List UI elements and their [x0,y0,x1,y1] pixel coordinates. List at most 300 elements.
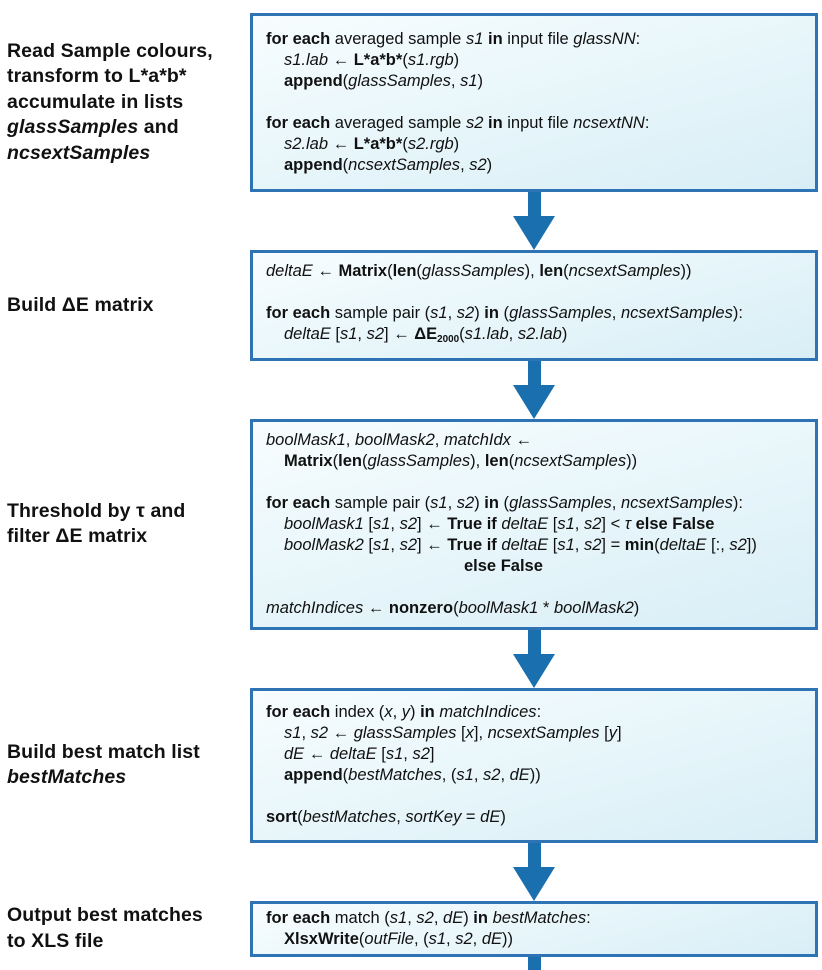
arrow-head [513,654,555,688]
text-segment: s1 [460,72,478,90]
text-segment: )) [502,929,514,948]
text-segment: ): [732,304,743,322]
code-line [266,50,807,71]
flow-connector [250,630,818,688]
text-segment: in [487,114,503,132]
text-segment: ncsextNN [573,114,645,132]
text-segment: )) [626,451,638,470]
text-segment: L*a*b* [353,135,403,153]
code-line [266,92,807,113]
code-line [266,577,807,598]
text-segment: s2 [456,493,475,512]
text-segment: )) [529,766,541,785]
text-segment: len [539,262,564,280]
flow-connector [250,957,818,970]
code-line [266,723,807,744]
code-line [266,786,807,807]
code-line [266,702,807,723]
text-segment: ) [474,304,485,322]
text-segment: , ( [441,766,457,785]
text-segment: [ [363,514,373,533]
text-segment: s1 [428,929,447,948]
text-segment: , [446,929,456,948]
text-segment: Read Sample colours, [7,39,213,62]
flow-connector [250,192,818,250]
text-segment: s2 [416,908,434,927]
text-segment: [ [363,535,373,554]
text-segment: in [487,30,503,48]
text-segment: s2 [483,766,501,785]
arrow-stem [528,192,541,216]
text-segment: s1 [339,325,358,343]
text-segment: accumulate in lists [7,90,184,113]
flow-connector [250,843,818,901]
code-line [266,303,807,324]
text-segment: dE [284,745,305,764]
code-line [266,29,807,50]
text-segment: ( [342,156,349,174]
text-segment: , [473,766,483,785]
text-segment: s1.lab [464,325,509,343]
text-segment: ΔE [414,325,438,343]
text-segment: s2 [455,929,473,948]
text-segment: index ( [334,703,385,722]
text-segment: , [390,535,400,554]
box-column [250,13,818,192]
text-segment: ] = [601,535,625,554]
text-segment: ] ← [417,514,448,533]
text-segment: for each [266,493,335,512]
text-segment: x [465,724,474,743]
text-segment: ): [732,493,743,512]
label-line [7,90,240,116]
text-segment: , [574,535,584,554]
code-line [266,598,807,619]
code-line [266,556,807,577]
text-segment: sample pair ( [334,493,431,512]
text-segment: glassSamples [353,724,457,743]
text-segment: dE [509,766,530,785]
text-segment: ncsextSamples [7,141,151,164]
text-segment: ( [416,262,422,280]
text-segment: dE [443,908,464,927]
text-segment: sortKey [405,808,462,827]
text-segment: True if [447,514,497,533]
text-segment: ( [361,451,368,470]
text-segment: bestMatches [492,908,587,927]
text-segment: ( [342,766,349,785]
text-segment: averaged sample [334,114,466,132]
box-column [250,901,818,957]
text-segment: , [396,808,406,827]
text-segment: and [138,116,179,139]
code-line [266,324,807,350]
text-segment: deltaE [501,535,549,554]
text-segment: s2.rgb [407,135,454,153]
text-segment: bestMatches [302,808,397,827]
text-segment: [ [599,724,609,743]
text-segment: [ [330,325,340,343]
label-line [7,903,240,929]
text-segment: boolMask1 [284,514,364,533]
text-segment: glassNN [573,30,636,48]
text-segment: ), [470,451,485,470]
text-segment: match ( [334,908,390,927]
text-segment: [:, [706,535,730,554]
text-segment: ( [358,929,365,948]
text-segment: s1 [456,766,474,785]
text-segment: s1 [557,535,575,554]
text-segment: , [301,724,311,743]
text-segment: y [608,724,617,743]
text-segment: ← [510,430,532,449]
text-segment: Output best matches [7,904,203,927]
text-segment: append [284,156,343,174]
text-segment: ( [342,72,349,90]
text-segment: ) [561,325,568,343]
text-segment: for each [266,703,335,722]
text-segment: ← [363,598,389,617]
text-segment: , [500,766,510,785]
text-segment: ncsextSamples [348,156,461,174]
text-segment: s1 [372,514,391,533]
code-line [266,908,807,929]
text-segment: bestMatches [7,766,127,789]
text-segment: τ [624,514,631,533]
label-line [7,141,240,167]
text-segment: len [338,451,362,470]
pseudocode-box-threshold-filter [250,419,818,630]
text-segment: ) [500,808,506,827]
text-segment: ← [328,135,354,153]
text-segment: ncsextSamples [487,724,600,743]
text-segment: dE [480,808,501,827]
code-line [266,282,807,303]
text-segment: s2.lab [517,325,562,343]
text-segment: , [345,430,355,449]
text-segment: else False [635,514,715,533]
text-segment: ncsextSamples [514,451,627,470]
text-segment: to XLS file [7,929,104,952]
text-segment: ] ← [417,535,448,554]
text-segment: s2 [583,535,602,554]
text-segment: boolMask2 [354,430,435,449]
box-column [250,250,818,361]
text-segment: append [284,72,343,90]
text-segment: s2 [310,724,329,743]
box-column [250,419,818,630]
text-segment: in [484,493,499,512]
text-segment: ( [387,262,393,280]
text-segment: s2 [399,535,418,554]
text-segment: , [472,929,482,948]
code-line [266,514,807,535]
code-line [266,155,807,176]
flow-step-output-xls [0,901,822,957]
text-segment: , [574,514,584,533]
text-segment: [ [456,724,466,743]
text-segment: boolMask2 [553,598,634,617]
text-segment: glassSamples [7,116,139,139]
text-segment: ( [453,598,459,617]
text-segment: ( [508,451,515,470]
text-segment: in [473,908,488,927]
flow-step-build-deltae-matrix [0,250,822,361]
text-segment: , [447,493,457,512]
text-segment: s1 [430,304,448,322]
text-segment: len [392,262,417,280]
text-segment: , [460,156,470,174]
text-segment: ← [328,51,354,69]
label-line [7,499,240,525]
text-segment: ( [563,262,569,280]
text-segment: )) [680,262,692,280]
text-segment: ) [453,51,460,69]
box-column [250,688,818,843]
text-segment: for each [266,304,335,322]
text-segment: nonzero [388,598,454,617]
text-segment: y [401,703,410,722]
code-line [266,430,807,451]
text-segment: , [433,908,444,927]
text-segment: ← [304,745,330,764]
text-segment: bestMatches [348,766,442,785]
down-arrow-stub-icon [528,957,541,970]
text-segment: deltaE [284,325,331,343]
text-segment: s2 [729,535,747,554]
code-line [266,807,807,828]
pseudocode-box-build-deltae-matrix [250,250,818,361]
pseudocode-box-output-xls [250,901,818,957]
text-segment: dE [481,929,503,948]
text-segment: ← [312,262,339,280]
text-segment: ( [402,51,408,69]
text-segment: , [434,430,444,449]
arrow-head [513,385,555,419]
arrow-stem [528,843,541,867]
text-segment: ), [524,262,540,280]
down-arrow-icon [513,361,555,419]
text-segment: glassSamples [509,493,612,512]
text-segment: Build best match list [7,740,200,763]
text-segment: in [420,703,435,722]
step-label-build-best-match-list [0,688,250,843]
text-segment: , [611,493,621,512]
flow-step-read-samples [0,13,822,192]
text-segment: x [384,703,393,722]
code-line [266,71,807,92]
text-segment: ] [429,745,435,764]
code-line [266,493,807,514]
text-segment: , ( [413,929,429,948]
text-segment: averaged sample [334,30,466,48]
code-line [266,261,807,282]
text-segment: s1 [389,908,408,927]
text-segment: ] ← [384,325,415,343]
text-segment: ) [474,493,485,512]
text-segment: ncsextSamples [620,304,733,322]
text-segment: s1.rgb [407,51,454,69]
arrow-stem [528,361,541,385]
code-line [266,744,807,765]
text-segment: ] < [601,514,625,533]
text-segment: [ [548,535,558,554]
label-line [7,929,240,955]
text-segment: append [284,766,343,785]
text-segment: s1 [284,724,302,743]
text-segment: [ [548,514,558,533]
text-segment: , [508,325,518,343]
label-line [7,64,240,90]
text-segment: XlsxWrite [284,929,359,948]
pseudocode-box-read-samples [250,13,818,192]
text-segment: matchIdx [443,430,511,449]
label-line [7,293,240,319]
text-segment: s1 [385,745,404,764]
text-segment: ← [328,724,354,743]
text-segment: ( [402,135,408,153]
step-label-build-deltae-matrix [0,250,250,361]
text-segment: glassSamples [421,262,525,280]
step-label-threshold-filter [0,419,250,630]
text-segment: matchIndices [439,703,537,722]
text-segment: matchIndices [266,598,364,617]
text-segment: , [611,304,621,322]
code-line [266,113,807,134]
text-segment: s2.lab [284,135,329,153]
text-segment: , [407,908,417,927]
text-segment: : [635,30,641,48]
text-segment: Matrix [284,451,333,470]
text-segment: s1 [557,514,575,533]
text-segment: ( [297,808,303,827]
label-line [7,740,240,766]
text-segment: 2000 [437,333,460,345]
text-segment: , [450,72,461,90]
flow-step-threshold-filter [0,419,822,630]
code-line [266,535,807,556]
text-segment: ncsextSamples [620,493,733,512]
text-segment: Build ΔE matrix [7,293,154,316]
text-segment: glassSamples [367,451,471,470]
text-segment: boolMask1 [266,430,346,449]
label-line [7,39,240,65]
text-segment: , [403,745,413,764]
text-segment: , [390,514,400,533]
text-segment: ) [453,135,460,153]
text-segment: filter ΔE matrix [7,525,148,548]
text-segment: glassSamples [348,72,451,90]
text-segment: ], [473,724,488,743]
text-segment: ) [463,908,474,927]
text-segment: glassSamples [509,304,612,322]
text-segment: for each [266,908,335,927]
text-segment: L*a*b* [353,51,403,69]
label-line [7,524,240,550]
step-label-read-samples [0,13,250,192]
text-segment: Threshold by τ and [7,499,186,522]
text-segment: , [357,325,367,343]
code-line [266,134,807,155]
text-segment: deltaE [329,745,377,764]
text-segment: s1.lab [284,51,329,69]
text-segment: sort [266,808,298,827]
text-segment: : [644,114,650,132]
flow-step-build-best-match-list [0,688,822,843]
text-segment: boolMask1 [458,598,539,617]
text-segment: min [624,535,655,554]
text-segment: [ [376,745,386,764]
code-line [266,929,807,950]
label-line [7,115,240,141]
code-line [266,765,807,786]
flow-connector [250,361,818,419]
text-segment: s2 [366,325,385,343]
text-segment: True if [447,535,497,554]
text-segment: boolMask2 [284,535,364,554]
text-segment: : [536,703,542,722]
text-segment: for each [266,30,335,48]
text-segment: else False [464,556,543,575]
text-segment: * [538,598,554,617]
arrow-head [513,867,555,901]
text-segment: s2 [412,745,430,764]
text-segment: s2 [399,514,418,533]
down-arrow-icon [513,630,555,688]
text-segment: ( [654,535,660,554]
down-arrow-icon [513,192,555,250]
text-segment: transform to L*a*b* [7,65,187,88]
text-segment: ( [459,325,465,343]
text-segment: , [447,304,457,322]
text-segment: ] [616,724,622,743]
text-segment: ]) [746,535,757,554]
text-segment: ( [498,304,510,322]
text-segment: s1 [372,535,391,554]
text-segment: s2 [465,114,484,132]
text-segment: ) [409,703,421,722]
text-segment: ( [332,451,339,470]
text-segment: deltaE [659,535,707,554]
text-segment: s2 [469,156,487,174]
text-segment: input file [502,30,574,48]
code-line [266,451,807,472]
text-segment: s2 [456,304,475,322]
arrow-head [513,216,555,250]
code-line [266,472,807,493]
text-segment: ) [486,156,493,174]
text-segment: Matrix [338,262,388,280]
down-arrow-icon [513,843,555,901]
text-segment: s2 [583,514,602,533]
text-segment: outFile [364,929,414,948]
text-segment: deltaE [501,514,549,533]
step-label-output-xls [0,901,250,957]
text-segment: s1 [430,493,448,512]
text-segment: sample pair ( [334,304,431,322]
text-segment: ( [498,493,510,512]
text-segment: deltaE [266,262,313,280]
text-segment: ) [633,598,640,617]
text-segment: in [484,304,499,322]
text-segment: , [392,703,402,722]
text-segment: = [461,808,481,827]
label-line [7,765,240,791]
arrow-stem [528,630,541,654]
text-segment: for each [266,114,335,132]
text-segment: input file [502,114,574,132]
text-segment: : [586,908,591,927]
